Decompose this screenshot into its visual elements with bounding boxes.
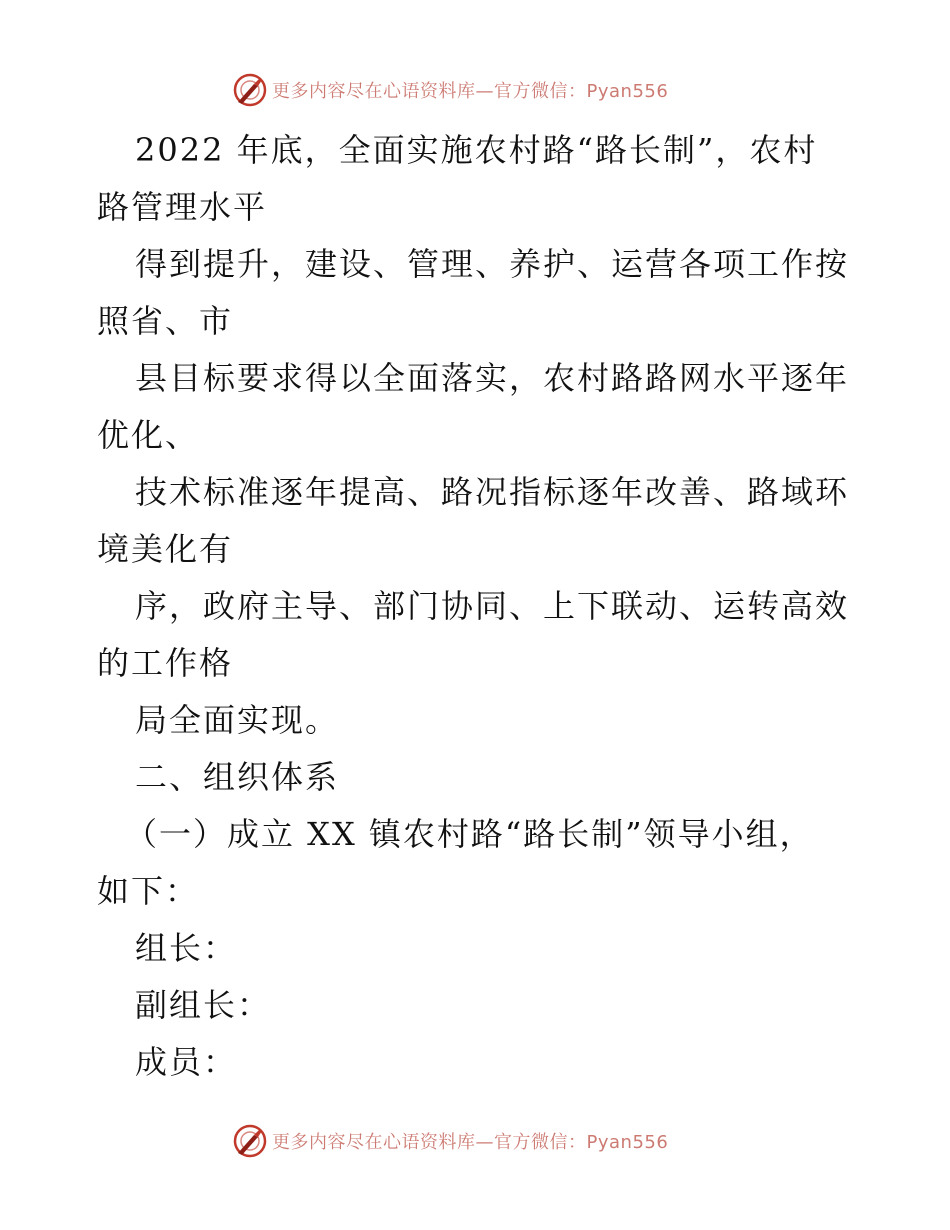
paragraph-line: 县目标要求得以全面落实，农村路路网水平逐年 [135,359,850,397]
paragraph-line: 的工作格 [97,644,234,682]
watermark-text: 更多内容尽在心语资料库—官方微信：Pyan556 [272,81,669,102]
paragraph-line: 如下： [97,872,200,910]
paragraph-line: 路管理水平 [97,188,268,226]
field-label-members: 成员： [135,1043,238,1081]
subsection-heading: （一）成立 XX 镇农村路“路长制”领导小组， [125,815,814,853]
paragraph-line: 得到提升，建设、管理、养护、运营各项工作按 [135,245,850,283]
paragraph-line: 照省、市 [97,302,234,340]
field-label-deputy-leader: 副组长： [135,986,272,1024]
section-heading: 二、组织体系 [135,758,340,796]
paragraph-line: 序，政府主导、部门协同、上下联动、运转高效 [135,587,850,625]
paragraph-line: 技术标准逐年提高、路况指标逐年改善、路域环 [135,473,850,511]
paragraph-line: 境美化有 [97,530,234,568]
paragraph-line: 2022 年底，全面实施农村路“路长制”，农村 [135,131,818,169]
pen-logo-icon [232,72,268,108]
footer-watermark [232,1121,668,1161]
header-watermark [232,70,668,110]
pen-logo-icon [232,1123,268,1159]
watermark-text: 更多内容尽在心语资料库—官方微信：Pyan556 [272,1132,669,1153]
paragraph-line: 优化、 [97,416,200,454]
paragraph-line: 局全面实现。 [135,701,340,739]
field-label-leader: 组长： [135,929,238,967]
